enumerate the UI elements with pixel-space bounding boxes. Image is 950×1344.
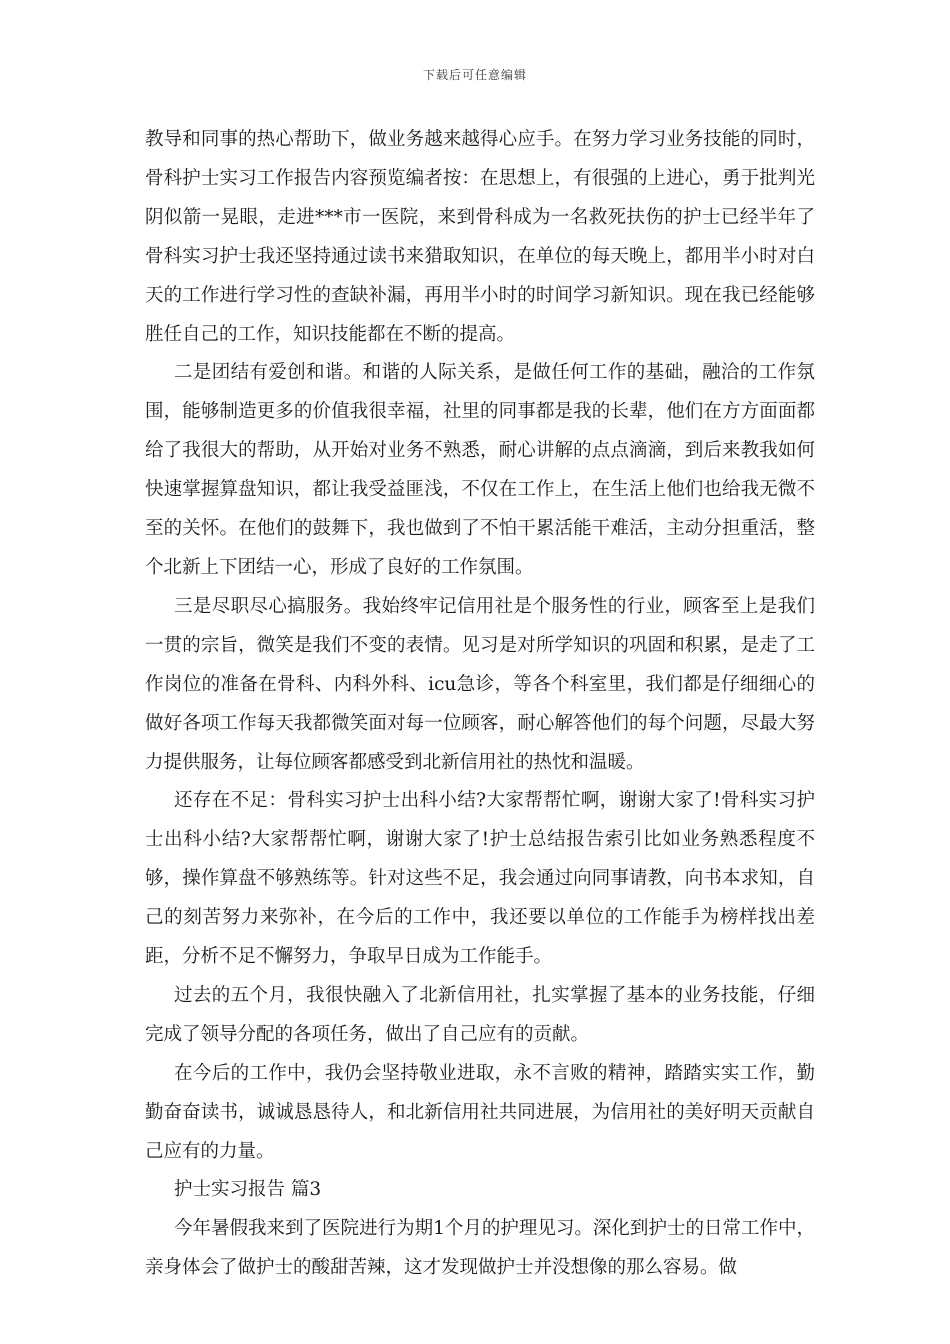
paragraph-2: 二是团结有爱创和谐。和谐的人际关系，是做任何工作的基础，融洽的工作氛围，能够制造更多的价值我很幸福，社里的同事都是我的长辈，他们在方方面面都给了我很大的帮助，从开始对业务不熟悉，耐心讲解的点点滴滴，到后来教我如何快速掌握算盘知识，都让我受益匪浅，不仅在工作上，在生活上他们也给我无微不至的关怀。在他们的鼓舞下，我也做到了不怕干累活能干难活，主动分担重活，整个北新上下团结一心，形成了良好的工作氛围。 xyxy=(145,362,815,578)
paragraph-5: 过去的五个月，我很快融入了北新信用社，扎实掌握了基本的业务技能，仔细完成了领导分配的各项任务，做出了自己应有的贡献。 xyxy=(145,984,815,1045)
section-heading: 护士实习报告 篇3 xyxy=(174,1179,322,1201)
paragraph-6: 在今后的工作中，我仍会坚持敬业进取，永不言败的精神，踏踏实实工作，勤勤奋奋读书，诚诚恳恳待人，和北新信用社共同进展，为信用社的美好明天贡献自己应有的力量。 xyxy=(145,1062,815,1162)
header-note: 下载后可任意编辑 xyxy=(422,68,527,82)
document-body xyxy=(145,121,815,1288)
paragraph-7: 今年暑假我来到了医院进行为期1个月的护理见习。深化到护士的日常工作中，亲身体会了做护士的酸甜苦辣，这才发现做护士并没想像的那么容易。做 xyxy=(145,1218,815,1279)
paragraph-3: 三是尽职尽心搞服务。我始终牢记信用社是个服务性的行业，顾客至上是我们一贯的宗旨，微笑是我们不变的表情。见习是对所学知识的巩固和积累，是走了工作岗位的准备在骨科、内科外科、icu急诊，等各个科室里，我们都是仔细细心的做好各项工作每天我都微笑面对每一位顾客，耐心解答他们的每个问题，尽最大努力提供服务，让每位顾客都感受到北新信用社的热忱和温暖。 xyxy=(145,595,815,773)
paragraph-1: 教导和同事的热心帮助下，做业务越来越得心应手。在努力学习业务技能的同时，骨科护士实习工作报告内容预览编者按：在思想上，有很强的上进心，勇于批判光阴似箭一晃眼，走进***市一医院，来到骨科成为一名救死扶伤的护士已经半年了骨科实习护士我还坚持通过读书来猎取知识，在单位的每天晚上，都用半小时对白天的工作进行学习性的查缺补漏，再用半小时的时间学习新知识。现在我已经能够胜任自己的工作，知识技能都在不断的提高。 xyxy=(145,129,815,345)
paragraph-4: 还存在不足：骨科实习护士出科小结?大家帮帮忙啊，谢谢大家了!骨科实习护士出科小结?大家帮帮忙啊，谢谢大家了!护士总结报告索引比如业务熟悉程度不够，操作算盘不够熟练等。针对这些不足，我会通过向同事请教，向书本求知，自己的刻苦努力来弥补，在今后的工作中，我还要以单位的工作能手为榜样找出差距，分析不足不懈努力，争取早日成为工作能手。 xyxy=(145,790,815,968)
